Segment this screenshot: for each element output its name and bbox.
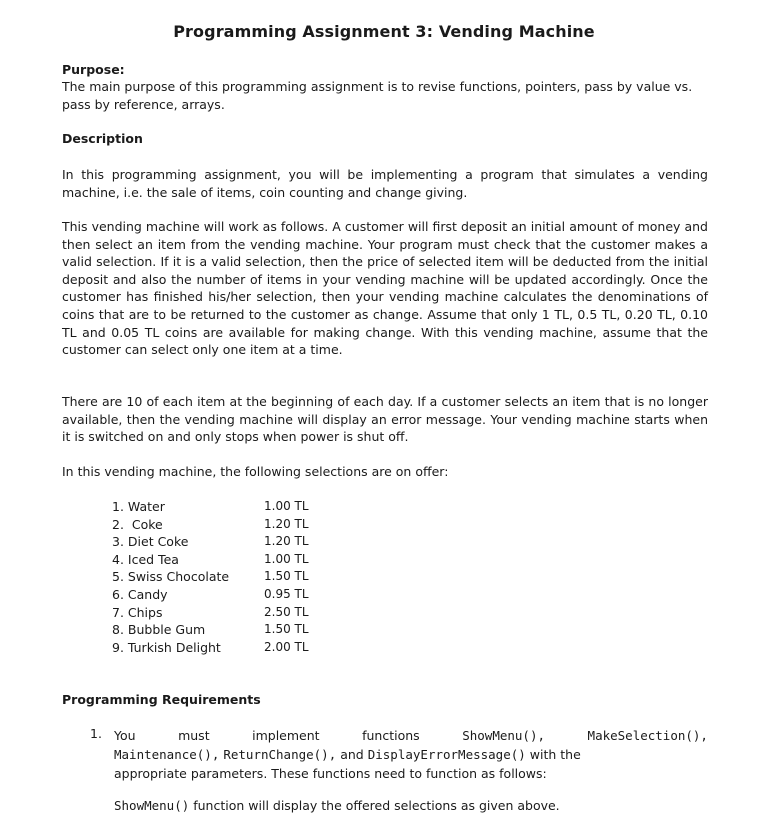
function-name-maintenance: Maintenance(), [114,747,220,762]
req-word: implement [252,728,320,743]
selection-menu [112,498,412,656]
description-paragraph-3: There are 10 of each item at the beginning of each day. If a customer selects an item that is no longer available, then the vending machine will display an error message. Your vending machine starts when it is switched on and only stops when power is shut off. [62,394,708,445]
description-paragraph-2: This vending machine will work as follows. A customer will first deposit an initial amount of money and then select an item from the vending machine. Your program must check that the customer makes a valid selection. If it is a valid selection, then the price of selected item will be deducted from the initial deposit and also the number of items in your vending machine will be updated accordingly. Once the customer has finished his/her selection, then your vending machine calculates the denominations of coins that are to be returned to the customer as change. Assume that only 1 TL, 0.5 TL, 0.20 TL, 0.10 TL and 0.05 TL coins are available for making change. With this vending machine, assume that the customer can select only one item at a time. [62,219,708,358]
function-name-showmenu-desc: ShowMenu() [114,798,190,813]
showmenu-description-text: function will display the offered selections as given above. [189,798,560,813]
menu-item-price: 1.00 TL [264,499,309,513]
requirement-line-1 [114,726,708,745]
function-name-showmenu: ShowMenu(), [462,728,546,743]
menu-item-name: 7. Chips [112,604,163,620]
req-word: with the [529,747,581,762]
menu-item-name: 9. Turkish Delight [112,639,221,655]
menu-item [112,639,412,657]
menu-item [112,621,412,639]
description-paragraph-1: In this programming assignment, you will be implementing a program that simulates a vending machine, i.e. the sale of items, coin counting and change giving. [62,167,708,200]
description-paragraph-4: In this vending machine, the following selections are on offer: [62,464,449,479]
document-title: Programming Assignment 3: Vending Machine [173,22,595,41]
menu-item [112,568,412,586]
menu-item-price: 1.50 TL [264,622,309,637]
menu-item-price: 0.95 TL [264,586,309,601]
menu-item-name: 1. Water [112,499,165,514]
menu-item [112,586,412,604]
menu-item-name: 8. Bubble Gum [112,622,206,638]
menu-item-name: 3. Diet Coke [112,534,189,550]
req-word: functions [362,728,420,743]
menu-item-price: 2.50 TL [264,604,309,619]
menu-item-price: 1.00 TL [264,551,309,566]
function-name-displayerror: DisplayErrorMessage() [367,747,526,762]
requirement-1-text [114,726,708,783]
function-name-returnchange: ReturnChange(), [223,747,337,762]
description-heading: Description [62,131,143,146]
menu-item [112,498,412,516]
purpose-text: The main purpose of this programming assignment is to revise functions, pointers, pass by value vs. pass by reference, arrays. [62,79,693,112]
requirement-line-3: appropriate parameters. These functions need to function as follows: [114,766,547,781]
purpose-heading: Purpose: [62,62,125,77]
menu-item-price: 1.20 TL [264,516,309,531]
menu-item-price: 2.00 TL [264,639,309,654]
menu-item [112,551,412,569]
menu-item-price: 1.50 TL [264,569,309,584]
menu-item [112,533,412,551]
function-name-makeselection: MakeSelection(), [587,728,708,743]
requirements-heading: Programming Requirements [62,692,261,707]
menu-item-name: 5. Swiss Chocolate [112,569,230,585]
menu-item [112,516,412,534]
req-word: must [178,728,210,743]
requirement-line-2 [114,745,708,764]
req-word: and [340,747,364,762]
menu-item [112,604,412,622]
requirement-number: 1. [90,726,102,741]
menu-item-name: 6. Candy [112,586,168,602]
menu-item-name: 4. Iced Tea [112,551,179,567]
menu-item-name: 2. Coke [112,516,163,532]
showmenu-description [114,798,560,813]
req-word: You [114,728,136,743]
menu-item-price: 1.20 TL [264,534,309,549]
